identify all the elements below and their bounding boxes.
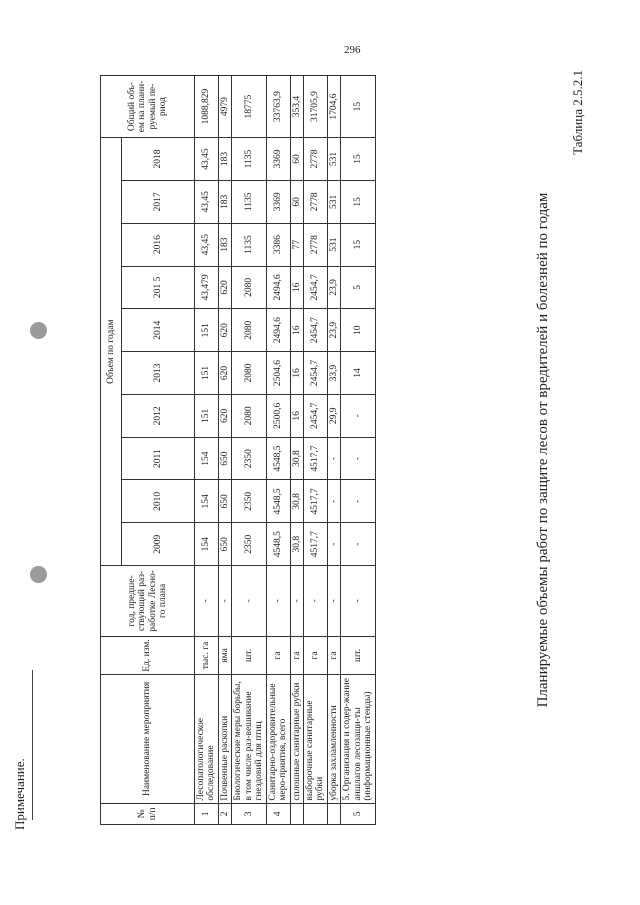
cell-name: Биологические меры борьбы, в том числе раз-вешивание гнездовий для птиц	[232, 675, 266, 803]
cell-value: 650	[218, 480, 231, 523]
table-row	[266, 76, 290, 825]
note-title: Примечание.	[12, 758, 27, 830]
header-year: 2012	[122, 394, 195, 437]
cell-value: 2454,7	[303, 309, 327, 352]
cell-name: Почвенные раскопки	[218, 675, 231, 803]
cell-total: 1704,6	[327, 76, 340, 138]
cell-value: 10	[341, 309, 375, 352]
cell-value: 2500,6	[266, 394, 290, 437]
cell-prev: -	[341, 566, 375, 637]
cell-value: 183	[218, 223, 231, 266]
cell-unit: га	[290, 636, 303, 675]
cell-value: 3369	[266, 180, 290, 223]
cell-value: 43,45	[195, 180, 219, 223]
cell-value: 1135	[232, 180, 266, 223]
cell-value: 2350	[232, 437, 266, 480]
cell-prev: -	[303, 566, 327, 637]
table-row	[290, 76, 303, 825]
cell-prev: -	[195, 566, 219, 637]
data-table	[100, 75, 376, 825]
header-year: 2013	[122, 352, 195, 395]
cell-value: 650	[218, 437, 231, 480]
header-year: 2014	[122, 309, 195, 352]
cell-value: 15	[341, 138, 375, 181]
table-row	[327, 76, 340, 825]
cell-value: 4548,5	[266, 523, 290, 566]
cell-value: 620	[218, 352, 231, 395]
cell-total: 18775	[232, 76, 266, 138]
cell-value: 77	[290, 223, 303, 266]
cell-total: 31705,9	[303, 76, 327, 138]
cell-num: 5	[341, 803, 375, 824]
cell-value: 151	[195, 394, 219, 437]
cell-value: 531	[327, 138, 340, 181]
cell-value: 151	[195, 352, 219, 395]
header-num: № п/п	[101, 803, 195, 824]
cell-value: 4517,7	[303, 523, 327, 566]
header-prev-year: год, предше-ствующий раз-работке Лесно-го плана	[101, 566, 195, 637]
cell-name: 5. Организация и содер-жание аншлагов лесозащи-ты (информационные стенды)	[341, 675, 375, 803]
cell-value: 2454,7	[303, 266, 327, 309]
cell-unit: га	[303, 636, 327, 675]
cell-value: 4548,5	[266, 437, 290, 480]
cell-value: 16	[290, 266, 303, 309]
header-volume-group: Объем по годам	[101, 138, 122, 566]
cell-value: 183	[218, 180, 231, 223]
cell-value: 2494,6	[266, 266, 290, 309]
cell-value: 1135	[232, 138, 266, 181]
cell-prev: -	[290, 566, 303, 637]
cell-unit: тыс. га	[195, 636, 219, 675]
cell-value: 4517,7	[303, 437, 327, 480]
cell-value: 620	[218, 309, 231, 352]
cell-value: -	[341, 394, 375, 437]
cell-value: 4517,7	[303, 480, 327, 523]
cell-name: уборка захламленности	[327, 675, 340, 803]
cell-value: 531	[327, 223, 340, 266]
cell-value: 183	[218, 138, 231, 181]
cell-name: сплошные санитарные рубки	[290, 675, 303, 803]
header-year: 201 5	[122, 266, 195, 309]
cell-value: 2350	[232, 480, 266, 523]
header-year: 2017	[122, 180, 195, 223]
header-year: 2011	[122, 437, 195, 480]
cell-value: 43,45	[195, 223, 219, 266]
cell-value: 43,479	[195, 266, 219, 309]
cell-total: 4979	[218, 76, 231, 138]
header-year: 2009	[122, 523, 195, 566]
cell-value: 43,45	[195, 138, 219, 181]
cell-prev: -	[218, 566, 231, 637]
cell-unit: га	[266, 636, 290, 675]
cell-value: 23,9	[327, 266, 340, 309]
cell-prev: -	[327, 566, 340, 637]
cell-num: 2	[218, 803, 231, 824]
cell-value: 30,8	[290, 523, 303, 566]
cell-value: 3386	[266, 223, 290, 266]
cell-value: 2778	[303, 223, 327, 266]
cell-num: 1	[195, 803, 219, 824]
cell-unit: шт.	[341, 636, 375, 675]
table-row	[195, 76, 219, 825]
cell-value: 2504,6	[266, 352, 290, 395]
cell-value: 650	[218, 523, 231, 566]
cell-total: 1088,829	[195, 76, 219, 138]
header-unit: Ед. изм.	[101, 636, 195, 675]
cell-value: -	[327, 480, 340, 523]
cell-value: 151	[195, 309, 219, 352]
cell-value: -	[327, 523, 340, 566]
cell-value: 30,8	[290, 480, 303, 523]
cell-value: 2080	[232, 394, 266, 437]
cell-value: 15	[341, 223, 375, 266]
table-row	[341, 76, 375, 825]
cell-value: 29,9	[327, 394, 340, 437]
header-name: Наименование мероприятия	[101, 675, 195, 803]
cell-unit: шт.	[232, 636, 266, 675]
cell-total: 33763,9	[266, 76, 290, 138]
cell-total: 353,4	[290, 76, 303, 138]
cell-value: 531	[327, 180, 340, 223]
cell-value: 154	[195, 437, 219, 480]
page-number: 296	[344, 44, 361, 56]
cell-value: 2350	[232, 523, 266, 566]
table-caption: Таблица 2.5.2.1	[570, 70, 585, 155]
divider	[32, 670, 33, 820]
rotated-page	[12, 70, 585, 830]
cell-value: -	[327, 437, 340, 480]
cell-value: 60	[290, 180, 303, 223]
cell-value: 4548,5	[266, 480, 290, 523]
cell-value: 16	[290, 352, 303, 395]
cell-value: 30,8	[290, 437, 303, 480]
cell-value: 15	[341, 180, 375, 223]
cell-value: 3369	[266, 138, 290, 181]
table-row	[218, 76, 231, 825]
cell-value: -	[341, 437, 375, 480]
header-year: 2010	[122, 480, 195, 523]
cell-value: -	[341, 480, 375, 523]
cell-value: 2778	[303, 180, 327, 223]
cell-num: 4	[266, 803, 290, 824]
cell-value: -	[341, 523, 375, 566]
cell-name: Лесопатологическое обследование	[195, 675, 219, 803]
cell-unit: яма	[218, 636, 231, 675]
cell-num	[327, 803, 340, 824]
cell-value: 2080	[232, 352, 266, 395]
cell-prev: -	[232, 566, 266, 637]
cell-name: выборочные санитарные рубки	[303, 675, 327, 803]
cell-value: 620	[218, 266, 231, 309]
cell-unit: га	[327, 636, 340, 675]
cell-value: 14	[341, 352, 375, 395]
cell-value: 16	[290, 394, 303, 437]
table-row	[232, 76, 266, 825]
header-year: 2016	[122, 223, 195, 266]
cell-value: 5	[341, 266, 375, 309]
table-row	[303, 76, 327, 825]
cell-value: 2778	[303, 138, 327, 181]
table-title: Планируемые объемы работ по защите лесов от вредителей и болезней по годам	[535, 192, 551, 708]
cell-prev: -	[266, 566, 290, 637]
cell-value: 154	[195, 523, 219, 566]
cell-value: 620	[218, 394, 231, 437]
cell-num	[290, 803, 303, 824]
cell-value: 1135	[232, 223, 266, 266]
header-total: Общий объ-ем на плани-руемый пе-риод	[101, 76, 195, 138]
cell-name: Санитарно-оздоровительные меро-приятия, всего	[266, 675, 290, 803]
cell-value: 2080	[232, 266, 266, 309]
cell-num: 3	[232, 803, 266, 824]
cell-total: 15	[341, 76, 375, 138]
cell-value: 60	[290, 138, 303, 181]
cell-value: 23,9	[327, 309, 340, 352]
cell-value: 154	[195, 480, 219, 523]
cell-value: 2494,6	[266, 309, 290, 352]
cell-value: 2080	[232, 309, 266, 352]
cell-num	[303, 803, 327, 824]
header-year: 2018	[122, 138, 195, 181]
cell-value: 2454,7	[303, 394, 327, 437]
cell-value: 2454,7	[303, 352, 327, 395]
cell-value: 16	[290, 309, 303, 352]
cell-value: 33,9	[327, 352, 340, 395]
